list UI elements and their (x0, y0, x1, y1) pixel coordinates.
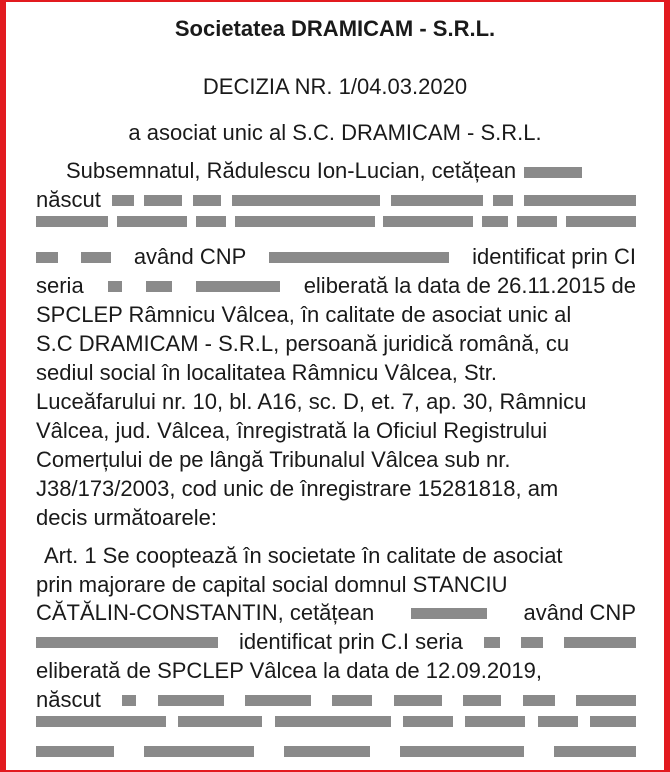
p1-line-4 (36, 244, 636, 270)
redaction-bar (178, 716, 262, 727)
p1-line-10 (36, 418, 636, 444)
redaction-bar (554, 746, 636, 757)
p1-line-11 (36, 447, 636, 473)
p1-text: S.C DRAMICAM - S.R.L, persoană juridică română, cu (36, 331, 570, 356)
redaction-bar (524, 167, 582, 178)
redaction-bar (482, 216, 508, 227)
redaction-bar (566, 216, 636, 227)
redaction-bar (36, 637, 218, 648)
art1-line-7 (36, 716, 636, 727)
art1-line-2 (36, 572, 636, 598)
document-page (6, 2, 664, 770)
p1-line-7 (36, 331, 636, 357)
art1-line-5 (36, 658, 636, 684)
p1-text: eliberată la data de 26.11.2015 de (303, 273, 636, 298)
p1-text: J38/173/2003, cod unic de înregistrare 15281818, am (36, 476, 559, 501)
redaction-bar (117, 216, 187, 227)
redaction-bar (463, 695, 501, 706)
p1-line-3 (36, 216, 636, 227)
redaction-bar (146, 281, 172, 292)
redaction-bar (284, 746, 370, 757)
p1-line-8 (36, 360, 636, 386)
redaction-bar (196, 216, 226, 227)
art1-text: având CNP (523, 600, 636, 625)
art1-text: eliberată de SPCLEP Vâlcea la data de 12.09.2019, (36, 658, 542, 683)
p1-text: născut (36, 187, 101, 212)
redaction-bar (108, 281, 122, 292)
p1-text: Vâlcea, jud. Vâlcea, înregistrată la Oficiul Registrului (36, 418, 548, 443)
redaction-bar (36, 716, 166, 727)
redaction-bar (493, 195, 513, 206)
redaction-bar (144, 195, 182, 206)
p1-text: seria (36, 273, 84, 298)
art1-text: Art. 1 Se cooptează în societate în calitate de asociat (44, 543, 563, 568)
redaction-bar (269, 252, 449, 263)
company-title: Societatea DRAMICAM - S.R.L. (174, 16, 496, 41)
redaction-bar (411, 608, 487, 619)
redaction-bar (245, 695, 311, 706)
decision-title: DECIZIA NR. 1/04.03.2020 (202, 74, 468, 99)
redaction-bar (122, 695, 136, 706)
p1-line-2 (36, 187, 636, 213)
redaction-bar (232, 195, 380, 206)
art1-line-1 (44, 543, 563, 569)
art1-line-4 (36, 629, 636, 655)
redaction-bar (576, 695, 636, 706)
redaction-bar (465, 716, 525, 727)
redaction-bar (158, 695, 224, 706)
redaction-bar (523, 695, 555, 706)
redaction-bar (403, 716, 453, 727)
art1-text: identificat prin C.I seria (239, 629, 463, 654)
redaction-bar (275, 716, 391, 727)
redaction-bar (235, 216, 375, 227)
redaction-bar (144, 746, 254, 757)
p1-text: Comerțului de pe lângă Tribunalul Vâlcea sub nr. (36, 447, 511, 472)
subtitle: a asociat unic al S.C. DRAMICAM - S.R.L. (128, 120, 542, 145)
redaction-bar (391, 195, 483, 206)
redaction-bar (524, 195, 636, 206)
p1-text: având CNP (133, 244, 247, 269)
art1-text: născut (36, 687, 101, 712)
p1-text: Luceăfarului nr. 10, bl. A16, sc. D, et. 7, ap. 30, Râmnicu (36, 389, 587, 414)
art1-line-6 (36, 687, 636, 713)
redaction-bar (81, 252, 111, 263)
p1-line-1 (66, 158, 582, 184)
redaction-bar (36, 216, 108, 227)
redaction-bar (538, 716, 578, 727)
p1-line-12 (36, 476, 636, 502)
redaction-bar (394, 695, 442, 706)
redaction-bar (332, 695, 372, 706)
redaction-bar (521, 637, 543, 648)
p1-text: sediul social în localitatea Râmnicu Vâlcea, Str. (36, 360, 498, 385)
redaction-bar (112, 195, 134, 206)
redaction-bar (36, 746, 114, 757)
redaction-bar (517, 216, 557, 227)
redaction-bar (383, 216, 473, 227)
p1-text: decis următoarele: (36, 505, 217, 530)
redaction-bar (196, 281, 280, 292)
p1-text: identificat prin CI (472, 244, 636, 269)
p1-line-5 (36, 273, 636, 299)
p1-text: SPCLEP Râmnicu Vâlcea, în calitate de asociat unic al (36, 302, 572, 327)
p1-line-6 (36, 302, 636, 328)
art1-text: prin majorare de capital social domnul STANCIU (36, 572, 508, 597)
redaction-bar (36, 252, 58, 263)
redaction-bar (193, 195, 221, 206)
art1-line-3 (36, 600, 636, 626)
p1-line-13 (36, 505, 636, 531)
redaction-bar (590, 716, 636, 727)
redaction-bar (484, 637, 500, 648)
art1-text: CĂTĂLIN-CONSTANTIN, cetățean (36, 600, 375, 625)
p1-text: Subsemnatul, Rădulescu Ion-Lucian, cetățean (66, 158, 517, 183)
redaction-bar (564, 637, 636, 648)
art1-line-8 (36, 746, 636, 757)
redaction-bar (400, 746, 524, 757)
p1-line-9 (36, 389, 636, 415)
